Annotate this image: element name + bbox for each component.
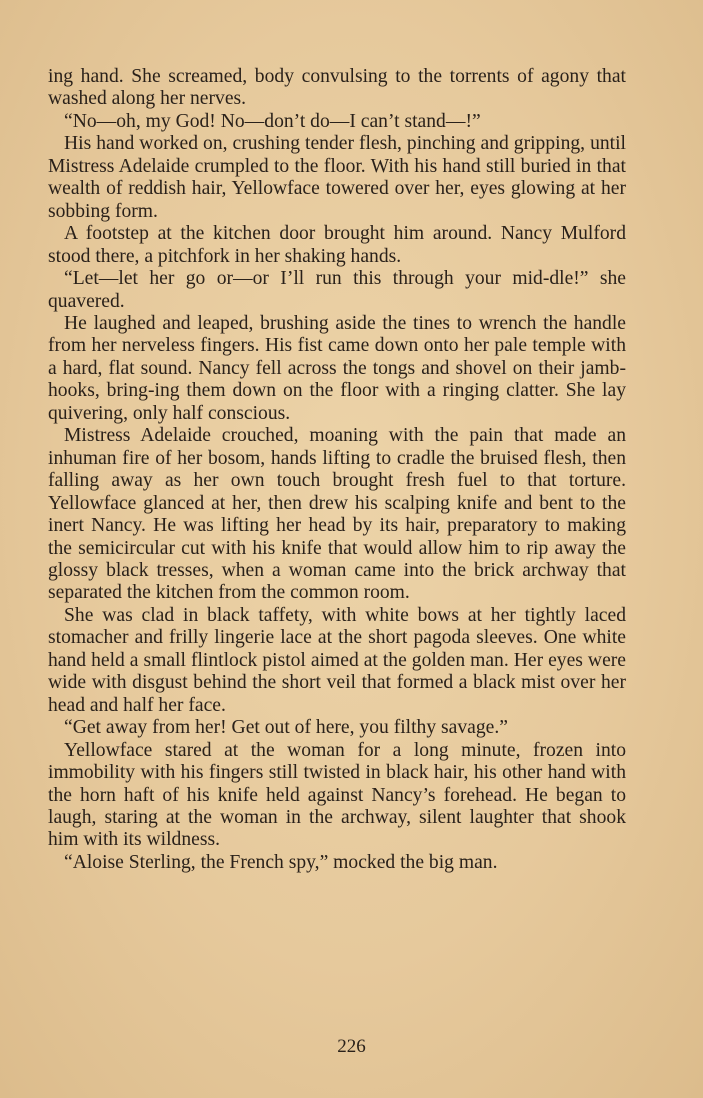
body-text [48,66,626,874]
paragraph: ing hand. She screamed, body convulsing to the torrents of agony that washed along her nerves. [48,66,626,110]
page-number: 226 [337,1036,366,1057]
paragraph: A footstep at the kitchen door brought him around. Nancy Mulford stood there, a pitchfork in her shaking hands. [48,223,626,267]
paragraph: She was clad in black taffety, with white bows at her tightly laced stomacher and frilly lingerie lace at the short pagoda sleeves. One white hand held a small flintlock pistol aimed at the golden man. Her eyes were wide with disgust behind the short veil that formed a black mist over her head and half her face. [48,604,626,716]
paragraph: “Aloise Sterling, the French spy,” mocked the big man. [64,851,498,873]
paragraph: “No—oh, my God! No—don’t do—I can’t stand—!” [64,110,481,132]
paragraph: His hand worked on, crushing tender flesh, pinching and gripping, until Mistress Adelaide crumpled to the floor. With his hand still buried in that wealth of reddish hair, Yellowface towered over her, eyes glowing at her sobbing form. [48,133,626,222]
paragraph: “Let—let her go or—or I’ll run this through your mid-dle!” she quavered. [48,268,626,312]
paragraph: Mistress Adelaide crouched, moaning with the pain that made an inhuman fire of her bosom, hands lifting to cradle the bruised flesh, then falling away as her own touch brought fresh fuel to that torture. Yellowface glanced at her, then drew his scalping knife and bent to the inert Nancy. He was lifting her head by its hair, preparatory to making the semicircular cut with his knife that would allow him to rip away the glossy black tresses, when a woman came into the brick archway that separated the kitchen from the common room. [48,425,626,604]
paragraph: “Get away from her! Get out of here, you filthy savage.” [64,717,508,739]
paragraph: He laughed and leaped, brushing aside the tines to wrench the handle from her nerveless fingers. His fist came down onto her pale temple with a hard, flat sound. Nancy fell across the tongs and shovel on their jamb-hooks, bring-ing them down on the floor with a ringing clatter. She lay quivering, only half conscious. [48,312,626,424]
paragraph: Yellowface stared at the woman for a long minute, frozen into immobility with his fingers still twisted in black hair, his other hand with the horn haft of his knife held against Nancy’s forehead. He began to laugh, staring at the woman in the archway, silent laughter that shook him with its wildness. [48,739,626,851]
